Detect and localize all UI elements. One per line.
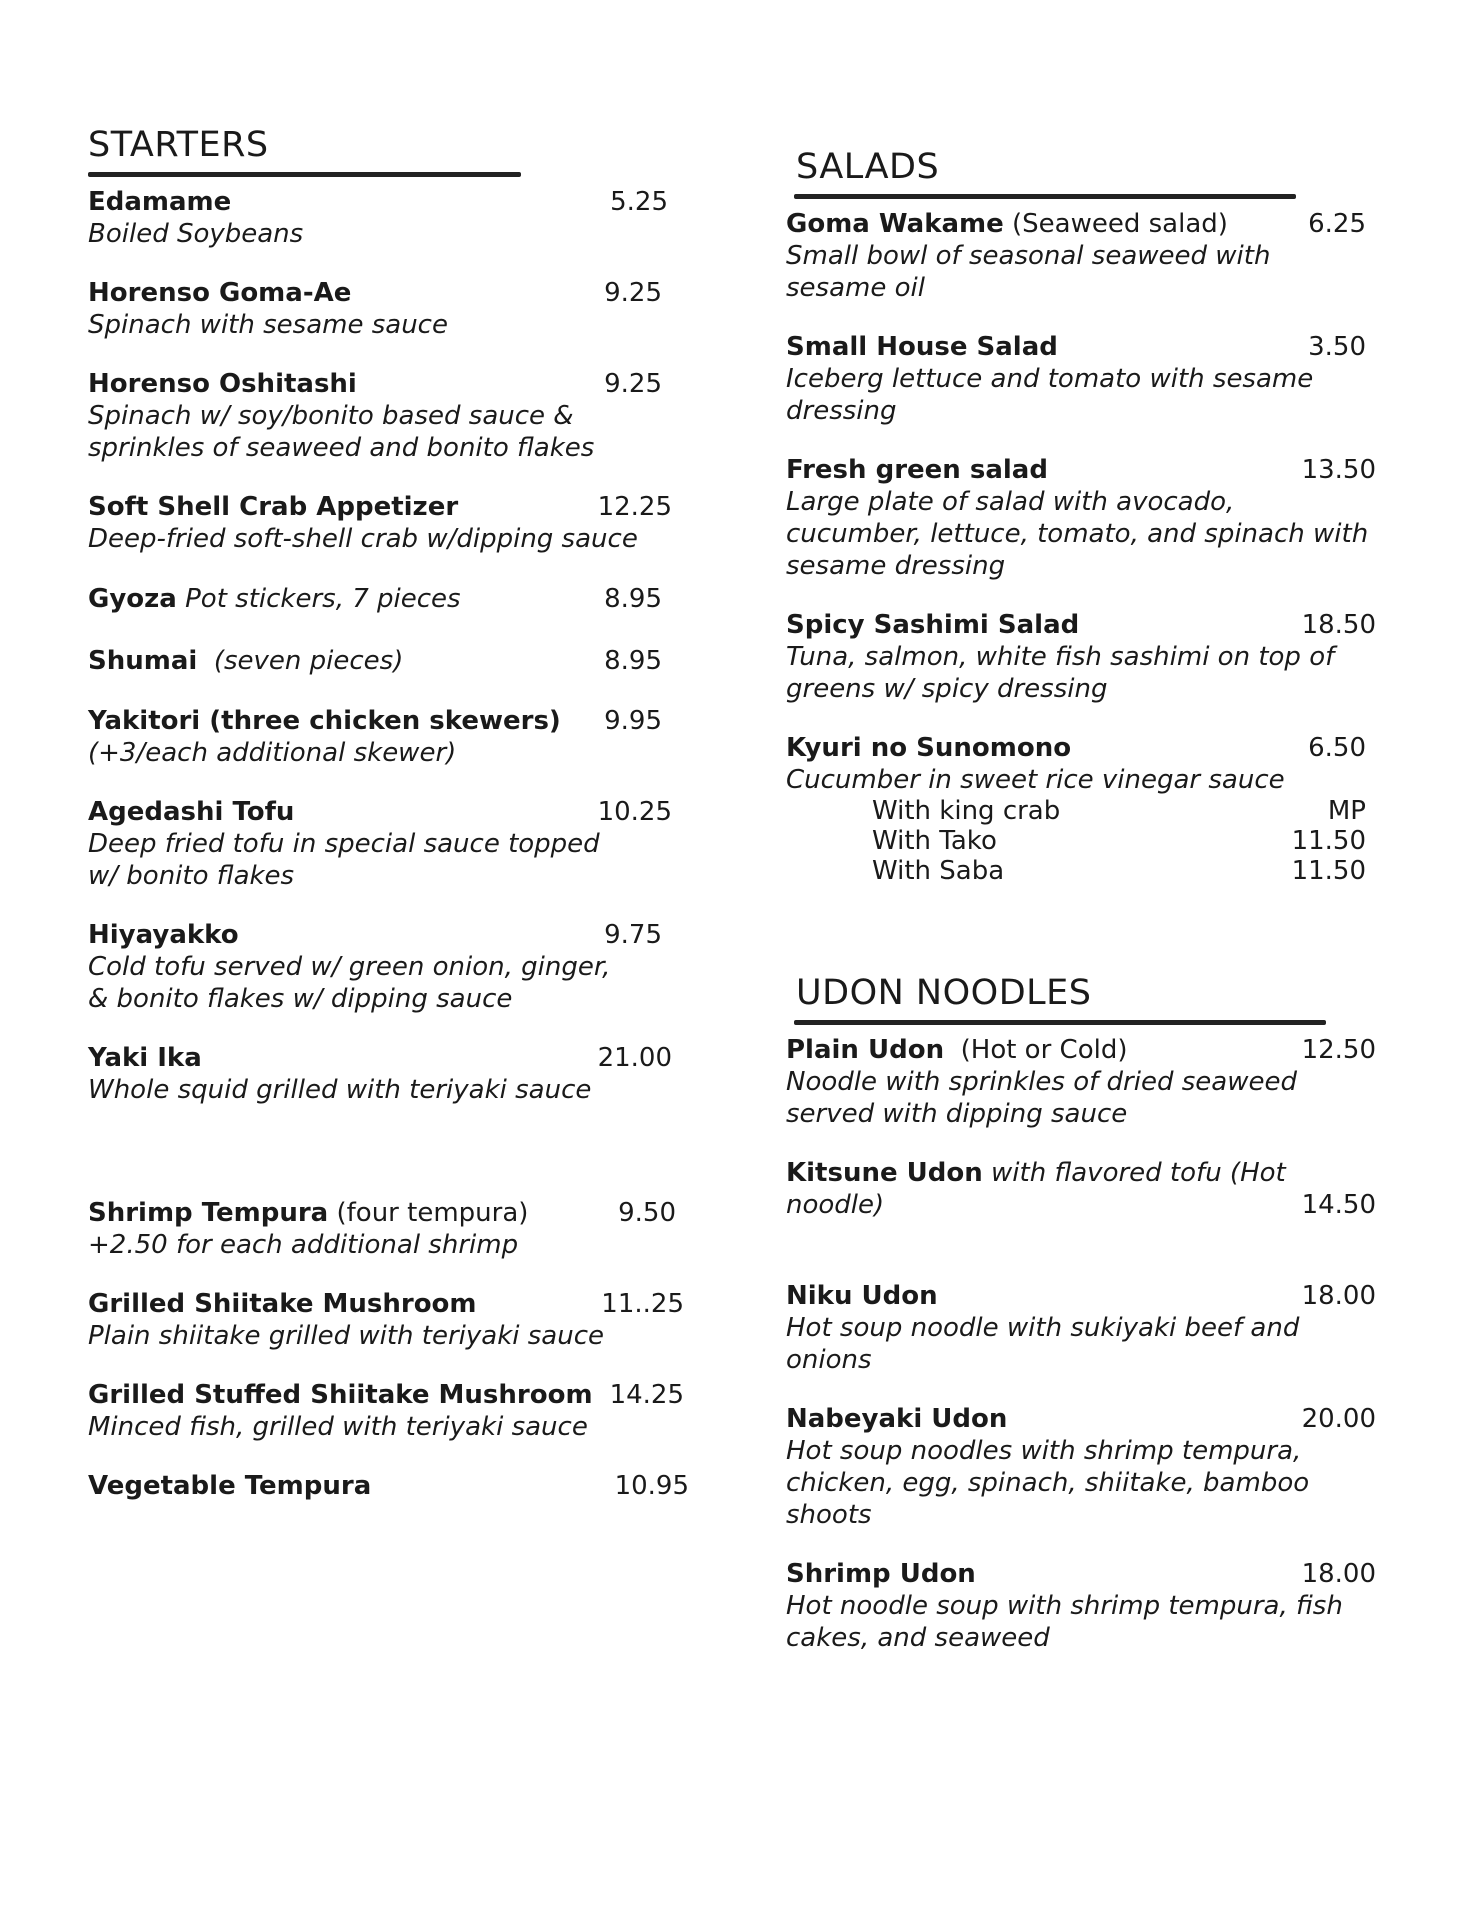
option-label: With king crab: [872, 796, 1061, 826]
menu-item-goma-wakame: [786, 208, 1366, 304]
item-note: with flavored tofu (Hot: [991, 1158, 1286, 1188]
item-price: 11..25: [601, 1289, 684, 1319]
menu-item-small-house-salad: [786, 331, 1366, 427]
item-description: Deep-fried soft-shell crab w/dipping sauce: [88, 524, 638, 554]
item-description: Deep fried tofu in special sauce topped: [88, 829, 600, 859]
item-description: Large plate of salad with avocado,: [786, 487, 1235, 517]
item-name: Grilled Stuffed Shiitake Mushroom: [88, 1380, 593, 1410]
item-note: (Seaweed salad): [1012, 209, 1228, 239]
menu-item-stuffed-shiitake: [88, 1379, 684, 1443]
item-name: Gyoza: [88, 584, 177, 614]
item-price: 5.25: [610, 187, 668, 217]
menu-item-shrimp-udon: [786, 1558, 1376, 1654]
item-description: cakes, and seaweed: [786, 1623, 1050, 1653]
menu-item-yakitori: [88, 705, 662, 769]
item-price: 14.25: [609, 1380, 684, 1410]
section-divider: [88, 172, 521, 177]
item-name: Agedashi Tofu: [88, 797, 295, 827]
menu-item-horenso-goma-ae: [88, 277, 662, 341]
item-name: Edamame: [88, 187, 232, 217]
item-description: noodle): [786, 1190, 885, 1220]
item-price: 14.50: [1301, 1190, 1376, 1220]
option-label: With Tako: [872, 826, 997, 856]
item-price: 12.50: [1301, 1035, 1376, 1065]
item-description: Hot noodle soup with shrimp tempura, fish: [786, 1591, 1343, 1621]
item-price: 6.50: [1308, 733, 1366, 763]
item-name: Shrimp Udon: [786, 1559, 976, 1589]
menu-item-gyoza: [88, 583, 662, 615]
item-description: chicken, egg, spinach, shiitake, bamboo: [786, 1468, 1310, 1498]
item-name: Hiyayakko: [88, 920, 239, 950]
item-description: Iceberg lettuce and tomato with sesame: [786, 364, 1314, 394]
menu-item-fresh-green-salad: [786, 454, 1376, 582]
item-description: dressing: [786, 396, 897, 426]
item-description: +2.50 for each additional shrimp: [88, 1230, 519, 1260]
menu-item-kyuri-no-sunomono: [786, 732, 1366, 886]
menu-item-yaki-ika: [88, 1042, 672, 1106]
item-name: Niku Udon: [786, 1281, 938, 1311]
menu-item-niku-udon: [786, 1280, 1376, 1376]
item-name: Spicy Sashimi Salad: [786, 610, 1080, 640]
item-note: Pot stickers, 7 pieces: [185, 584, 461, 614]
item-description: Spinach with sesame sauce: [88, 310, 448, 340]
item-name: Nabeyaki Udon: [786, 1404, 1008, 1434]
item-description: served with dipping sauce: [786, 1099, 1128, 1129]
item-name: Vegetable Tempura: [88, 1471, 372, 1501]
item-description: cucumber, lettuce, tomato, and spinach with: [786, 519, 1369, 549]
option-price: MP: [1327, 796, 1366, 826]
salads-udon-column: [786, 146, 1406, 1654]
item-name: Horenso Oshitashi: [88, 369, 357, 399]
item-price: 9.25: [604, 278, 662, 308]
item-price: 12.25: [597, 492, 672, 522]
item-price: 6.25: [1308, 209, 1366, 239]
item-name: Shrimp Tempura: [88, 1198, 329, 1228]
item-description: Plain shiitake grilled with teriyaki sauce: [88, 1321, 604, 1351]
menu-item-nabeyaki-udon: [786, 1403, 1376, 1531]
item-price: 21.00: [597, 1043, 672, 1073]
item-name: Horenso Goma-Ae: [88, 278, 352, 308]
item-name: Soft Shell Crab Appetizer: [88, 492, 459, 522]
item-description: Cold tofu served w/ green onion, ginger,: [88, 952, 611, 982]
item-description: (+3/each additional skewer): [88, 738, 457, 768]
item-description: onions: [786, 1345, 872, 1375]
menu-item-shumai: [88, 645, 662, 677]
menu-item-hiyayakko: [88, 919, 662, 1015]
item-price: 3.50: [1308, 332, 1366, 362]
item-description: Small bowl of seasonal seaweed with: [786, 241, 1271, 271]
option-tako: [786, 826, 1366, 856]
item-name: Goma Wakame: [786, 209, 1004, 239]
item-name: Yakitori (three chicken skewers): [88, 706, 561, 736]
section-title-salads: SALADS: [796, 147, 940, 187]
menu-item-shrimp-tempura: [88, 1197, 676, 1261]
item-description: Whole squid grilled with teriyaki sauce: [88, 1075, 592, 1105]
item-description: sesame oil: [786, 273, 925, 303]
item-description: Hot soup noodle with sukiyaki beef and: [786, 1313, 1300, 1343]
item-price: 9.50: [618, 1198, 676, 1228]
starters-column: [88, 124, 708, 1502]
option-label: With Saba: [872, 856, 1005, 886]
item-name: Yaki Ika: [88, 1043, 202, 1073]
item-name: Plain Udon: [786, 1035, 945, 1065]
item-description: Minced fish, grilled with teriyaki sauce: [88, 1412, 588, 1442]
section-title-udon: UDON NOODLES: [796, 973, 1092, 1013]
menu-item-grilled-shiitake: [88, 1288, 684, 1352]
item-description: Hot soup noodles with shrimp tempura,: [786, 1436, 1302, 1466]
item-name: Kyuri no Sunomono: [786, 733, 1072, 763]
item-description: Spinach w/ soy/bonito based sauce &: [88, 401, 574, 431]
item-description: Boiled Soybeans: [88, 219, 304, 249]
item-description: shoots: [786, 1500, 872, 1530]
menu-item-spicy-sashimi-salad: [786, 609, 1376, 705]
item-price: 9.95: [604, 706, 662, 736]
menu-item-kitsune-udon: [786, 1157, 1376, 1221]
item-description: sesame dressing: [786, 551, 1006, 581]
item-description: greens w/ spicy dressing: [786, 674, 1108, 704]
menu-item-plain-udon: [786, 1034, 1376, 1130]
item-note: (Hot or Cold): [960, 1035, 1128, 1065]
item-price: 10.95: [614, 1471, 689, 1501]
item-price: 9.25: [604, 369, 662, 399]
item-note: (seven pieces): [213, 646, 404, 676]
item-name: Grilled Shiitake Mushroom: [88, 1289, 477, 1319]
item-description: Cucumber in sweet rice vinegar sauce: [786, 765, 1285, 795]
item-price: 18.00: [1301, 1559, 1376, 1589]
item-name: Kitsune Udon: [786, 1158, 983, 1188]
item-price: 8.95: [604, 646, 662, 676]
item-price: 20.00: [1301, 1404, 1376, 1434]
item-price: 8.95: [604, 584, 662, 614]
option-price: 11.50: [1291, 826, 1366, 856]
item-description: Noodle with sprinkles of dried seaweed: [786, 1067, 1297, 1097]
item-description: & bonito flakes w/ dipping sauce: [88, 984, 513, 1014]
menu-item-vegetable-tempura: [88, 1470, 689, 1502]
option-price: 11.50: [1291, 856, 1366, 886]
section-divider: [794, 194, 1296, 199]
option-saba: [786, 856, 1366, 886]
menu-item-agedashi-tofu: [88, 796, 672, 892]
item-description: w/ bonito flakes: [88, 861, 295, 891]
item-price: 10.25: [597, 797, 672, 827]
item-name: Shumai: [88, 646, 198, 676]
option-king-crab: [786, 796, 1366, 826]
item-description: sprinkles of seaweed and bonito flakes: [88, 433, 595, 463]
item-name: Small House Salad: [786, 332, 1058, 362]
menu-item-edamame: [88, 186, 668, 250]
menu-item-horenso-oshitashi: [88, 368, 662, 464]
item-price: 18.00: [1301, 1281, 1376, 1311]
section-divider: [794, 1020, 1326, 1025]
item-description: Tuna, salmon, white fish sashimi on top of: [786, 642, 1335, 672]
item-price: 18.50: [1301, 610, 1376, 640]
section-title-starters: STARTERS: [88, 125, 269, 165]
item-price: 9.75: [604, 920, 662, 950]
item-name: Fresh green salad: [786, 455, 1048, 485]
menu-item-soft-shell-crab: [88, 491, 672, 555]
item-note: (four tempura): [336, 1198, 529, 1228]
item-price: 13.50: [1301, 455, 1376, 485]
